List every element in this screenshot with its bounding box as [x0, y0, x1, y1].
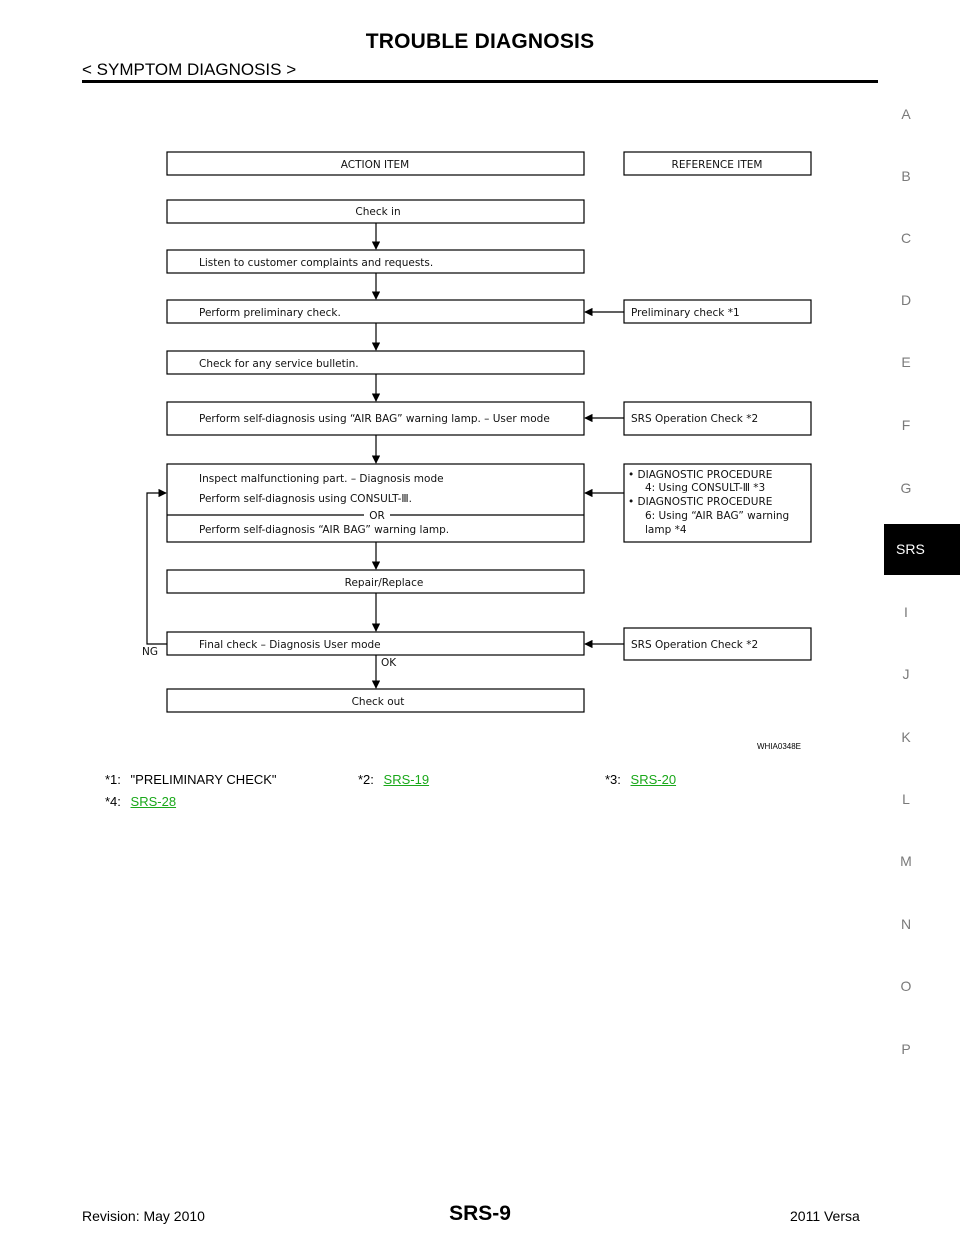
index-letter-g[interactable]: G — [900, 480, 912, 496]
step-check-in — [167, 200, 584, 223]
step-preliminary-check — [167, 300, 584, 323]
note-3 — [605, 772, 676, 787]
step-inspect-malfunction — [167, 464, 584, 542]
ref-diag2-line3: lamp *4 — [645, 524, 687, 536]
index-letter-j[interactable]: J — [902, 666, 910, 682]
step-preliminary-check-label: Perform preliminary check. — [199, 307, 341, 319]
section-index — [884, 0, 960, 1242]
note-3-link[interactable]: SRS-20 — [630, 772, 677, 787]
index-letter-f[interactable]: F — [901, 417, 911, 433]
step-check-out-label: Check out — [351, 696, 405, 708]
index-letter-k[interactable]: K — [901, 729, 911, 745]
footer-model: 2011 Versa — [790, 1208, 860, 1224]
breadcrumb: < SYMPTOM DIAGNOSIS > — [82, 60, 297, 79]
index-letter-c[interactable]: C — [900, 230, 912, 246]
ref-srs-operation-check-2 — [624, 628, 811, 660]
step-repair-replace — [167, 570, 584, 593]
ref-diagnostic-procedures — [624, 464, 811, 542]
index-letter-b[interactable]: B — [901, 168, 911, 184]
index-letter-p[interactable]: P — [901, 1041, 911, 1057]
step-service-bulletin-label: Check for any service bulletin. — [199, 358, 359, 370]
note-2-link[interactable]: SRS-19 — [383, 772, 430, 787]
step-service-bulletin — [167, 351, 584, 374]
index-letter-m[interactable]: M — [900, 853, 912, 869]
index-letter-n[interactable]: N — [900, 916, 912, 932]
ng-label: NG — [142, 646, 158, 658]
ref-diag2-line1: • DIAGNOSTIC PROCEDURE — [628, 496, 773, 508]
or-label: OR — [369, 510, 385, 522]
step-check-out — [167, 689, 584, 712]
reference-item-header — [624, 152, 811, 175]
action-item-header — [167, 152, 584, 175]
footer-page-number: SRS-9 — [449, 1202, 511, 1225]
ref-diag1-line2: 4: Using CONSULT-Ⅲ *3 — [645, 482, 766, 494]
note-1-text: "PRELIMINARY CHECK" — [130, 772, 277, 787]
step-check-in-label: Check in — [355, 206, 401, 218]
note-4 — [105, 794, 176, 809]
step-repair-replace-label: Repair/Replace — [344, 577, 424, 589]
ref-srs-operation-check-1-label: SRS Operation Check *2 — [631, 413, 759, 425]
note-2-label: *2: — [358, 772, 374, 787]
ref-diag1-line1: • DIAGNOSTIC PROCEDURE — [628, 469, 773, 481]
ref-preliminary-check — [624, 300, 811, 323]
note-4-label: *4: — [105, 794, 121, 809]
step-listen-label: Listen to customer complaints and requests. — [199, 257, 434, 269]
index-letter-l[interactable]: L — [902, 791, 910, 807]
note-2 — [358, 772, 429, 787]
index-current-srs[interactable]: SRS — [884, 524, 960, 575]
step-consult-label: Perform self-diagnosis using CONSULT-Ⅲ. — [199, 493, 412, 505]
step-final-check — [167, 632, 584, 655]
ref-diag2-line2: 6: Using “AIR BAG” warning — [645, 510, 790, 522]
step-self-diagnosis-lamp2-label: Perform self-diagnosis “AIR BAG” warning lamp. — [199, 524, 450, 536]
step-final-check-label: Final check – Diagnosis User mode — [199, 639, 381, 651]
reference-item-header-label: REFERENCE ITEM — [671, 159, 763, 171]
step-inspect-label: Inspect malfunctioning part. – Diagnosis mode — [199, 473, 444, 485]
index-letter-a[interactable]: A — [901, 106, 911, 122]
note-1-label: *1: — [105, 772, 121, 787]
ref-srs-operation-check-2-label: SRS Operation Check *2 — [631, 639, 759, 651]
ok-label: OK — [381, 657, 397, 669]
note-4-link[interactable]: SRS-28 — [130, 794, 177, 809]
action-item-header-label: ACTION ITEM — [340, 159, 410, 171]
ref-srs-operation-check-1 — [624, 402, 811, 435]
note-1 — [105, 772, 277, 787]
ref-preliminary-check-label: Preliminary check *1 — [631, 307, 740, 319]
page-title: TROUBLE DIAGNOSIS — [365, 30, 595, 53]
note-3-label: *3: — [605, 772, 621, 787]
ng-loop-arrow — [147, 493, 167, 644]
figure-id: WHIA0348E — [757, 742, 802, 751]
index-letter-o[interactable]: O — [900, 978, 912, 994]
step-self-diagnosis-lamp — [167, 402, 584, 435]
index-letter-d[interactable]: D — [900, 292, 912, 308]
footer-revision: Revision: May 2010 — [82, 1208, 205, 1224]
step-self-diagnosis-lamp-label: Perform self-diagnosis using “AIR BAG” warning lamp. – User mode — [199, 413, 550, 425]
step-listen — [167, 250, 584, 273]
index-letter-i[interactable]: I — [904, 604, 908, 620]
index-letter-e[interactable]: E — [901, 354, 911, 370]
